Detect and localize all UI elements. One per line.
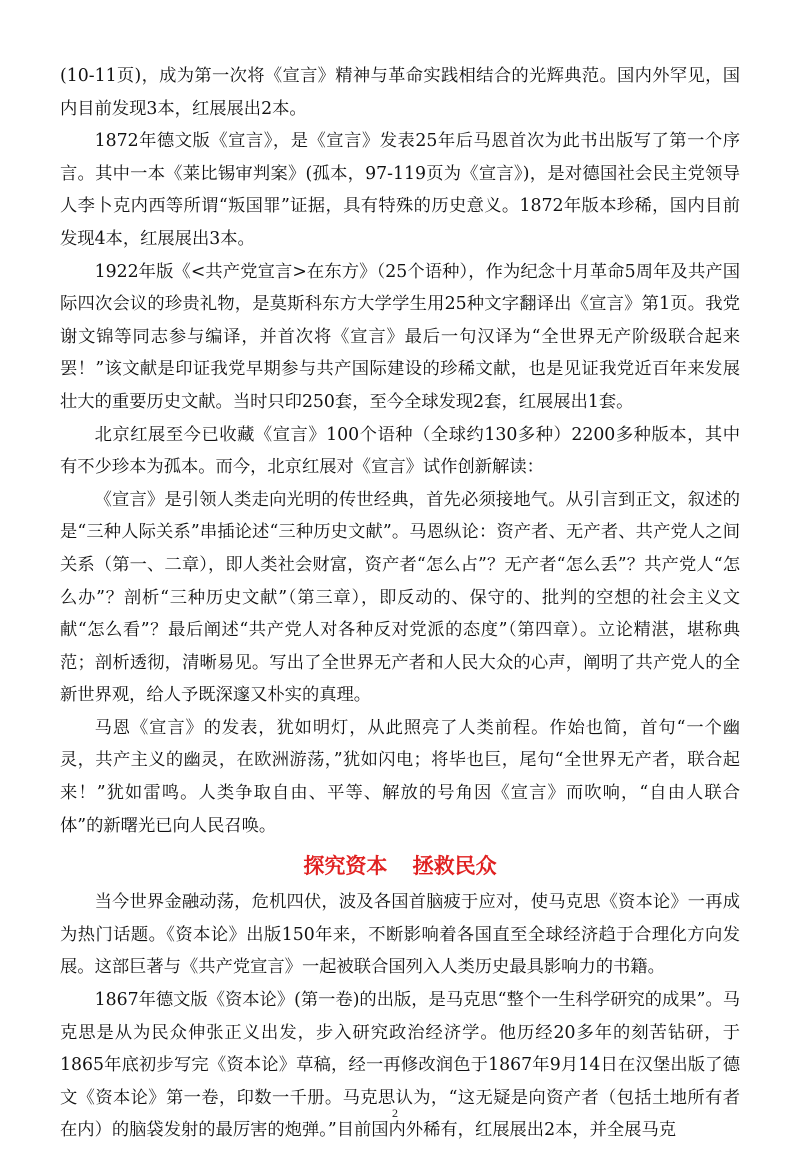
paragraph: 北京红展至今已收藏《宣言》100个语种（全球约130多种）2200多种版本，其中有不少珍本为孤本。而今，北京红展对《宣言》试作创新解读： — [60, 424, 740, 478]
paragraph: 1872年德文版《宣言》，是《宣言》发表25年后马恩首次为此书出版写了第一个序言。其中一本《莱比锡审判案》(孤本，97-119页为《宣言》)，是对德国社会民主党领导人李卜克内西等所谓“叛国罪”证据，具有特殊的历史意义。1872年版本珍稀，国内目前发现4本，红展展出3本。 — [60, 131, 740, 249]
section-heading-right: 拯救民众 — [412, 854, 497, 879]
section-heading — [60, 848, 740, 884]
paragraph: 当今世界金融动荡，危机四伏，波及各国首脑疲于应对，使马克思《资本论》一再成为热门话题。《资本论》出版150年来，不断影响着各国直至全球经济趋于合理化方向发展。这部巨著与《共产党宣言》一起被联合国列入人类历史最具影响力的书籍。 — [60, 892, 740, 978]
paragraph: 马恩《宣言》的发表，犹如明灯，从此照亮了人类前程。作始也简，首句“一个幽灵，共产主义的幽灵，在欧洲游荡，”犹如闪电；将毕也巨，尾句“全世界无产者，联合起来！”犹如雷鸣。人类争取自由、平等、解放的号角因《宣言》而吹响，“自由人联合体”的新曙光已向人民召唤。 — [60, 717, 740, 836]
paragraph: 《宣言》是引领人类走向光明的传世经典，首先必须接地气。从引言到正文，叙述的是“三种人际关系”串插论述“三种历史文献”。马恩纵论：资产者、无产者、共产党人之间关系（第一、二章），即人类社会财富，资产者“怎么占”？无产者“怎么丢”？共产党人“怎么办”？剖析“三种历史文献”（第三章），即反动的、保守的、批判的空想的社会主义文献“怎么看”？最后阐述“共产党人对各种反对党派的态度”（第四章）。立论精湛，堪称典范；剖析透彻，清晰易见。写出了全世界无产者和人民大众的心声，阐明了共产党人的全新世界观，给人予既深邃又朴实的真理。 — [60, 489, 740, 706]
paragraph: 1922年版《<共产党宣言>在东方》（25个语种），作为纪念十月革命5周年及共产国际四次会议的珍贵礼物，是莫斯科东方大学学生用25种文字翻译出《宣言》第1页。我党谢文锦等同志参与编译，并首次将《宣言》最后一句汉译为“全世界无产阶级联合起来罢！”该文献是印证我党早期参与共产国际建设的珍稀文献，也是见证我党近百年来发展壮大的重要历史文献。当时只印250套，至今全球发现2套，红展展出1套。 — [60, 261, 740, 412]
section-heading-left: 探究资本 — [303, 854, 388, 879]
document-body — [60, 60, 740, 1147]
paragraph: (10-11页)，成为第一次将《宣言》精神与革命实践相结合的光辉典范。国内外罕见，国内目前发现3本，红展展出2本。 — [60, 66, 740, 119]
paragraph: 1867年德文版《资本论》(第一卷)的出版，是马克思“整个一生科学研究的成果”。马克思是从为民众伸张正义出发，步入研究政治经济学。他历经20多年的刻苦钻研，于1865年底初步写完《资本论》草稿，经一再修改润色于1867年9月14日在汉堡出版了德文《资本论》第一卷，印数一千册。马克思认为，“这无疑是向资产者（包括土地所有者在内）的脑袋发射的最厉害的炮弹。”目前国内外稀有，红展展出2本，并全展马克 — [60, 990, 741, 1141]
page-number: 2 — [392, 1106, 398, 1120]
